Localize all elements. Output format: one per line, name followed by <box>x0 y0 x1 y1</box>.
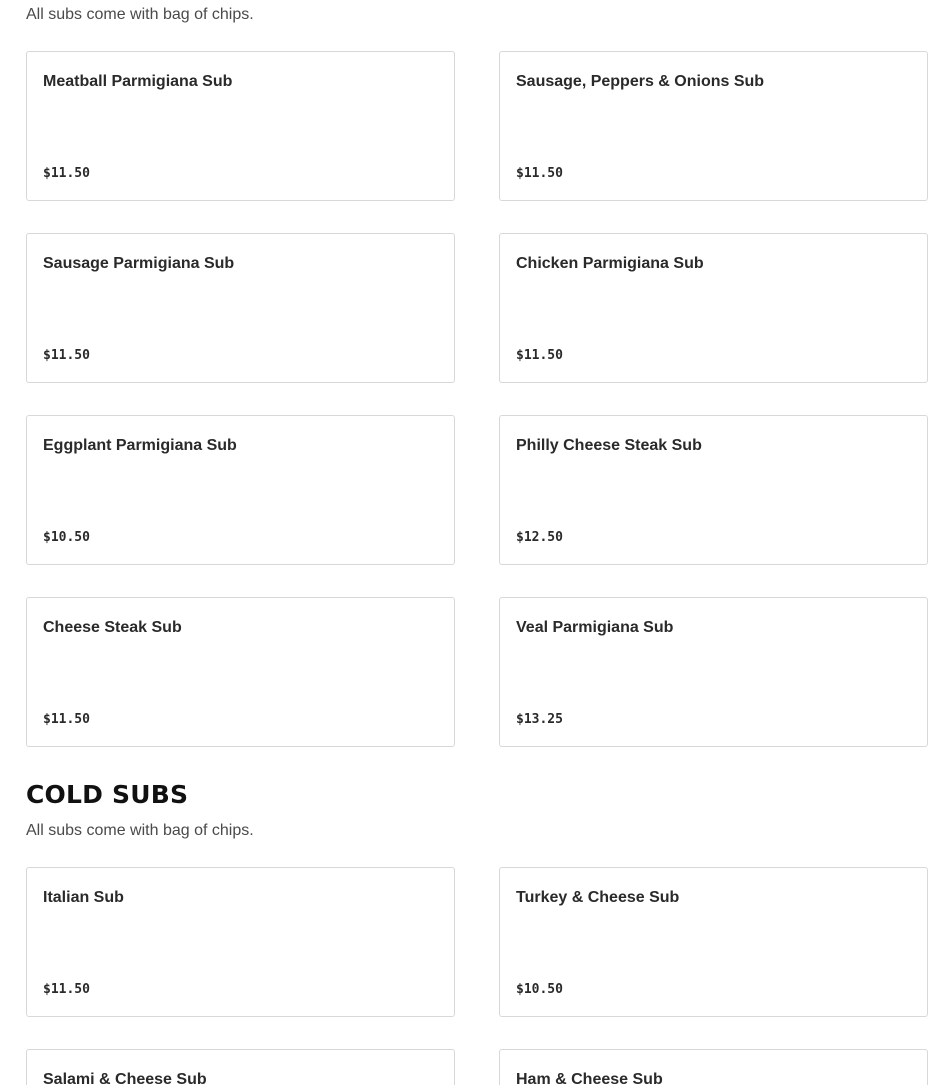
menu-item-name: Meatball Parmigiana Sub <box>43 73 233 90</box>
menu-item-price: $13.25 <box>516 712 563 727</box>
menu-item-name: Sausage Parmigiana Sub <box>43 255 235 272</box>
menu-item-name: Italian Sub <box>43 889 124 906</box>
menu-item-card[interactable] <box>26 415 455 565</box>
menu-item-card[interactable] <box>499 597 928 747</box>
menu-item-card[interactable] <box>26 233 455 383</box>
menu-item-price: $11.50 <box>43 348 90 363</box>
section-title: COLD SUBS <box>26 780 189 809</box>
menu-item-price: $11.50 <box>43 712 90 727</box>
menu-item-card[interactable] <box>26 867 455 1017</box>
menu-item-card[interactable] <box>499 51 928 201</box>
menu-item-price: $10.50 <box>516 982 563 997</box>
cold-subs-grid <box>26 867 928 1017</box>
menu-item-name: Cheese Steak Sub <box>43 619 182 636</box>
menu-item-name: Turkey & Cheese Sub <box>516 889 680 906</box>
menu-item-name: Chicken Parmigiana Sub <box>516 255 704 272</box>
menu-item-name: Salami & Cheese Sub <box>43 1071 207 1085</box>
menu-item-name: Ham & Cheese Sub <box>516 1071 663 1085</box>
menu-item-name: Philly Cheese Steak Sub <box>516 437 702 454</box>
menu-item-card[interactable] <box>499 867 928 1017</box>
menu-item-price: $12.50 <box>516 530 563 545</box>
hot-subs-note: All subs come with bag of chips. <box>26 6 254 23</box>
menu-item-card[interactable] <box>499 233 928 383</box>
menu-item-card[interactable] <box>499 415 928 565</box>
menu-item-card[interactable] <box>26 597 455 747</box>
menu-item-card[interactable] <box>499 1049 928 1085</box>
menu-item-name: Sausage, Peppers & Onions Sub <box>516 73 765 90</box>
menu-item-price: $11.50 <box>516 166 563 181</box>
cold-subs-note: All subs come with bag of chips. <box>26 822 254 839</box>
cold-subs-partial-row <box>26 1049 928 1085</box>
menu-item-name: Eggplant Parmigiana Sub <box>43 437 237 454</box>
menu-item-price: $10.50 <box>43 530 90 545</box>
menu-item-price: $11.50 <box>516 348 563 363</box>
hot-subs-grid <box>26 51 928 747</box>
menu-item-card[interactable] <box>26 51 455 201</box>
menu-item-name: Veal Parmigiana Sub <box>516 619 674 636</box>
menu-item-price: $11.50 <box>43 166 90 181</box>
menu-item-price: $11.50 <box>43 982 90 997</box>
menu-item-card[interactable] <box>26 1049 455 1085</box>
